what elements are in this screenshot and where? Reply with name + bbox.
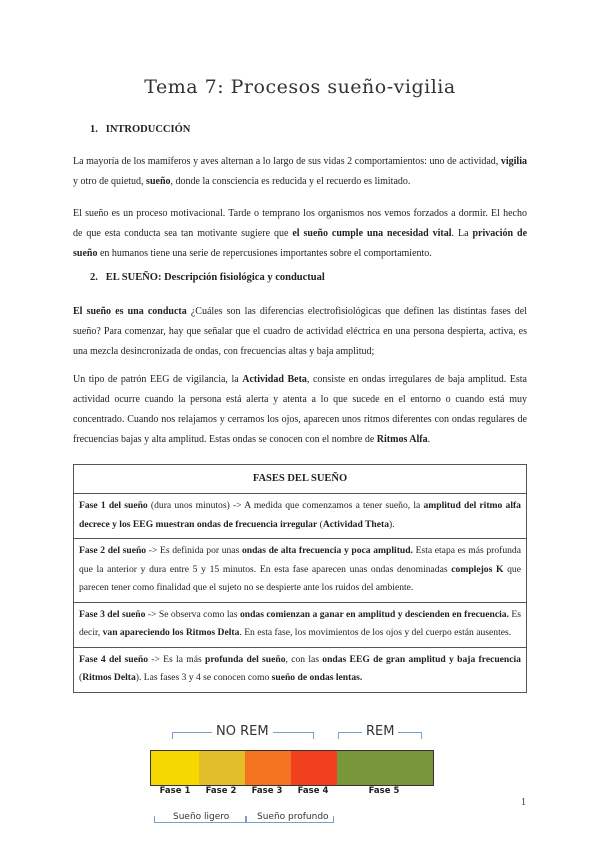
section-1-heading: [90, 124, 190, 135]
table-row-phase-2: Fase 2 del sueño -> Es definida por unas ondas de alta frecuencia y poca amplitud. Esta etapa es más profunda que la anterior y dura entre 5 y 15 minutos. En esta fase aparecen unas ondas denominadas complejos K que parecen tener como finalidad que el sujeto no se despierte ante los ruidos del ambiente.: [74, 539, 526, 603]
sleep-phases-table: [73, 464, 527, 693]
phase-3-segment: [245, 751, 291, 785]
page-number: 1: [521, 797, 526, 808]
phase-1-label: Fase 1: [159, 786, 191, 796]
phases-bar: [150, 750, 434, 786]
rem-label: REM: [362, 724, 398, 739]
section-2-number: 2.: [90, 272, 98, 283]
phase-3-label: Fase 3: [251, 786, 283, 796]
phase-2-segment: [199, 751, 245, 785]
section-1-title: INTRODUCCIÓN: [105, 124, 191, 135]
table-row-phase-3: Fase 3 del sueño -> Se observa como las ondas comienzan a ganar en amplitud y descienden en frecuencia. Es decir, van apareciendo los Ritmos Delta. En esta fase, los movimientos de los ojos y del cuerpo están ausentes.: [74, 603, 526, 648]
deep-sleep-label: Sueño profundo: [254, 812, 332, 822]
phase-5-label: Fase 5: [368, 786, 400, 796]
page-title: Tema 7: Procesos sueño-vigilia: [144, 76, 456, 98]
light-sleep-label: Sueño ligero: [170, 812, 232, 822]
paragraph-intro-2: El sueño es un proceso motivacional. Tarde o temprano los organismos nos vemos forzados a dormir. El hecho de que esta conducta sea tan motivante sugiere que el sueño cumple una necesidad vital. La privación de sueño en humanos tiene una serie de repercusiones importantes sobre el comportamiento.: [73, 208, 528, 259]
sleep-phases-diagram: [150, 722, 434, 832]
no-rem-label: NO REM: [212, 724, 273, 739]
paragraph-sleep-conduct: El sueño es una conducta ¿Cuáles son las diferencias electrofisiológicas que definen las distintas fases del sueño? Para comenzar, hay que señalar que el cuadro de actividad eléctrica en una persona despierta, activa, es una mezcla desincronizada de ondas, con frecuencias altas y baja amplitud;: [73, 306, 527, 357]
phase-1-segment: [151, 751, 199, 785]
section-1-number: 1.: [90, 124, 98, 135]
phase-4-segment: [291, 751, 337, 785]
table-header: FASES DEL SUEÑO: [74, 465, 526, 494]
table-row-phase-1: Fase 1 del sueño (dura unos minutos) -> A medida que comenzamos a tener sueño, la amplitud del ritmo alfa decrece y los EEG muestran ondas de frecuencia irregular (Actividad Theta).: [74, 494, 526, 539]
paragraph-eeg-beta: Un tipo de patrón EEG de vigilancia, la Actividad Beta, consiste en ondas irregulares de baja amplitud. Esta actividad ocurre cuando la persona está alerta y atenta a lo que sucede en el entorno o cuando está muy concentrado. Cuando nos relajamos y cerramos los ojos, aparecen unos ritmos diferentes con ondas regulares de frecuencias bajas y alta amplitud. Estas ondas se conocen con el nombre de Ritmos Alfa.: [73, 374, 527, 445]
phase-2-label: Fase 2: [205, 786, 237, 796]
paragraph-intro-1: La mayoría de los mamíferos y aves alternan a lo largo de sus vidas 2 comportamientos: uno de actividad, vigilia y otro de quietud, sueño, donde la consciencia es reducida y el recuerdo es limitado.: [73, 156, 527, 187]
section-2-title: EL SUEÑO: Descripción fisiológica y conductual: [105, 272, 325, 283]
phase-4-label: Fase 4: [297, 786, 329, 796]
table-row-phase-4: Fase 4 del sueño -> Es la más profunda del sueño, con las ondas EEG de gran amplitud y baja frecuencia (Ritmos Delta). Las fases 3 y 4 se conocen como sueño de ondas lentas.: [79, 653, 521, 683]
phase-5-segment: [337, 751, 433, 785]
section-2-heading: [90, 272, 325, 283]
